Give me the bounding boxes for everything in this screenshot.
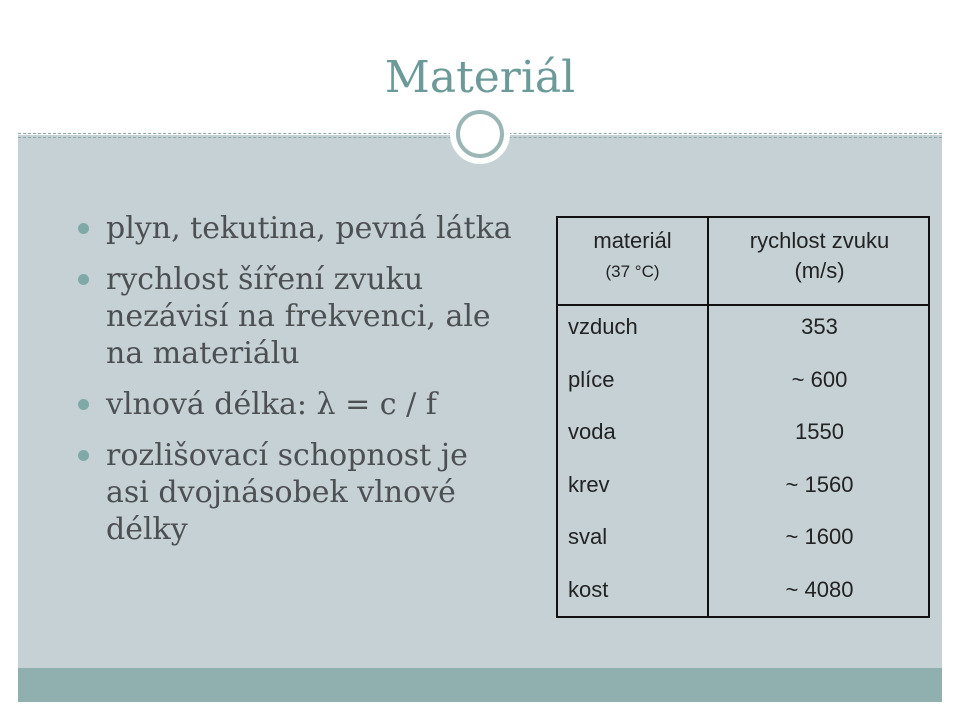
bullet-item [78,386,518,423]
header-temperature-label: (37 °C) [605,262,660,281]
bullet-item [78,261,518,372]
header-unit-label: (m/s) [794,258,845,283]
table-row [558,520,928,573]
table-header-material [558,226,707,288]
bullet-item [78,210,518,247]
bullet-text: vlnová délka: λ = c / f [106,387,437,422]
table-row [558,468,928,521]
footer-bar [18,668,942,702]
table-header-divider [558,304,928,306]
cell-material: krev [568,471,610,497]
cell-speed: 1550 [795,419,844,444]
bullet-text: rychlost šíření zvuku nezávisí na frekvenci, ale na materiálu [106,262,491,371]
cell-material: kost [568,576,609,602]
table-row [558,363,928,416]
table-row [558,415,928,468]
cell-speed: 353 [801,314,838,339]
cell-material: plíce [568,366,615,392]
bullet-text: plyn, tekutina, pevná látka [106,211,512,246]
circle-ring-icon [456,110,504,158]
cell-material: vzduch [568,314,638,339]
cell-speed: ~ 1600 [785,524,854,549]
header-material-label: materiál [593,228,672,253]
header-speed-label: rychlost zvuku [749,228,890,253]
sound-speed-table [556,216,930,618]
bullet-dot-icon [78,223,89,234]
bullet-dot-icon [78,399,89,410]
table-row [558,310,928,363]
table-header-speed [709,226,930,286]
table-row [558,573,928,626]
circle-ornament-icon [450,104,510,164]
bullet-dot-icon [78,274,89,285]
bullet-item [78,437,518,548]
cell-speed: ~ 1560 [785,471,854,497]
cell-material: sval [568,524,608,549]
cell-speed: ~ 4080 [785,576,854,602]
cell-speed: ~ 600 [791,366,848,392]
table-body [558,310,928,625]
bullet-text: rozlišovací schopnost je asi dvojnásobek vlnové délky [106,438,468,547]
cell-material: voda [568,419,616,444]
bullet-dot-icon [78,450,89,461]
slide-title: Materiál [384,52,576,103]
bullet-list [78,210,518,562]
